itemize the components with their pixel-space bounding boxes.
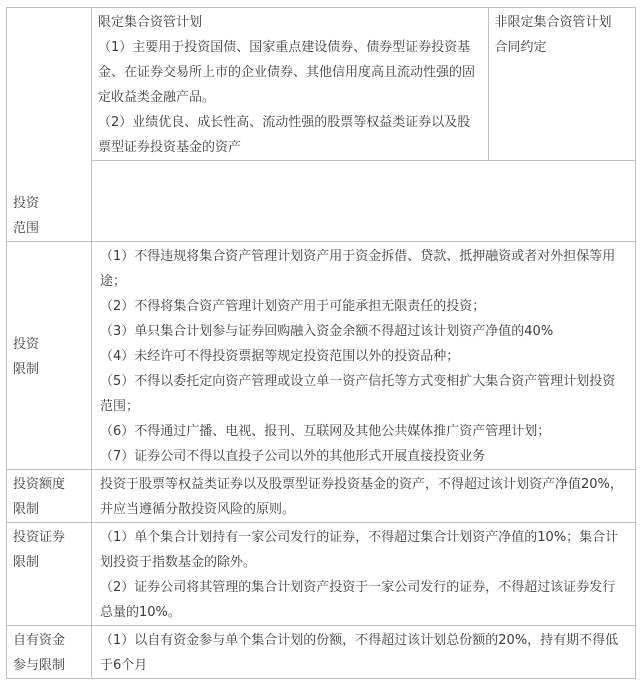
row-label-line: 投资 [13, 336, 40, 352]
row-label-line: 限制 [13, 361, 40, 377]
limit-item: （1）不得违规将集合资产管理计划资产用于资金拆借、贷款、抵押融资或者对外担保等用途； [100, 249, 616, 289]
row-label-investment-scope [7, 8, 92, 242]
restricted-plan-item: （1）主要用于投资国债、国家重点建设债券、债券型证券投资基金、在证券交易所上市的企业债券、其他信用度高且流动性强的固定收益类金融产品。 [98, 40, 476, 105]
row-label-line: 范围 [13, 221, 40, 236]
row-label-line: 限制 [13, 502, 40, 517]
empty-cell [92, 161, 636, 242]
limit-item: （2）不得将集合资产管理计划资产用于可能承担无限责任的投资； [100, 299, 486, 314]
unrestricted-plan-note: 合同约定 [494, 40, 547, 55]
row-label-investment-limits [7, 242, 92, 470]
securities-limit-item: （2）证券公司将其管理的集合计划资产投资于一家公司发行的证券，不得超过该证券发行总量的10%。 [100, 580, 616, 620]
restricted-plan-title: 限定集合资管计划 [98, 15, 203, 30]
row-label-line: 参与限制 [13, 658, 66, 673]
row-label-securities-limit [7, 523, 92, 626]
row-label-own-funds-limit [7, 626, 92, 679]
limits-content-cell [92, 242, 636, 470]
scope-nested-table [92, 8, 636, 241]
securities-limit-item: （1）单个集合计划持有一家公司发行的证券，不得超过集合计划资产净值的10%；集合计划投资于指数基金的除外。 [100, 530, 619, 570]
limit-item: （6）不得通过广播、电视、报刊、互联网及其他公共媒体推广资产管理计划； [100, 424, 551, 439]
table-row-own-funds-limit [7, 626, 636, 679]
restricted-plan-cell [92, 8, 488, 161]
row-label-line: 限制 [13, 555, 40, 570]
row-label-line: 投资 [13, 196, 40, 211]
amount-content-cell [92, 470, 636, 523]
limit-item: （3）单只集合计划参与证券回购融入资金余额不得超过该计划资产净值的40% [100, 324, 554, 339]
row-label-line: 投资证券 [13, 530, 66, 545]
table-row-securities-limit [7, 523, 636, 626]
limit-item: （4）未经许可不得投资票据等规定投资范围以外的投资品种； [100, 349, 460, 364]
asset-management-comparison-table [6, 7, 636, 679]
table-row-investment-limits [7, 242, 636, 470]
amount-limit-text: 投资于股票等权益类证券以及股票型证券投资基金的资产，不得超过该计划资产净值20%，并应当遵循分散投资风险的原则。 [100, 477, 623, 517]
limit-item: （7）证券公司不得以直投子公司以外的其他形式开展直接投资业务 [100, 449, 486, 464]
own-funds-limit-item: （1）以自有资金参与单个集合计划的份额，不得超过该计划总份额的20%，持有期不得低于6个月 [100, 633, 619, 673]
row-label-line: 投资额度 [13, 477, 66, 492]
unrestricted-plan-cell [488, 8, 636, 161]
table-row-investment-scope [7, 8, 636, 242]
limit-item: （5）不得以委托定向资产管理或设立单一资产信托等方式变相扩大集合资产管理计划投资范围； [100, 374, 616, 414]
row-label-line: 自有资金 [13, 633, 66, 648]
restricted-plan-item: （2）业绩优良、成长性高、流动性强的股票等权益类证券以及股票型证券投资基金的资产 [98, 115, 471, 155]
row-label-amount-limit [7, 470, 92, 523]
securities-content-cell [92, 523, 636, 626]
table-row-amount-limit [7, 470, 636, 523]
unrestricted-plan-title: 非限定集合资管计划 [494, 15, 612, 30]
scope-content-cell [92, 8, 636, 242]
own-funds-content-cell [92, 626, 636, 679]
